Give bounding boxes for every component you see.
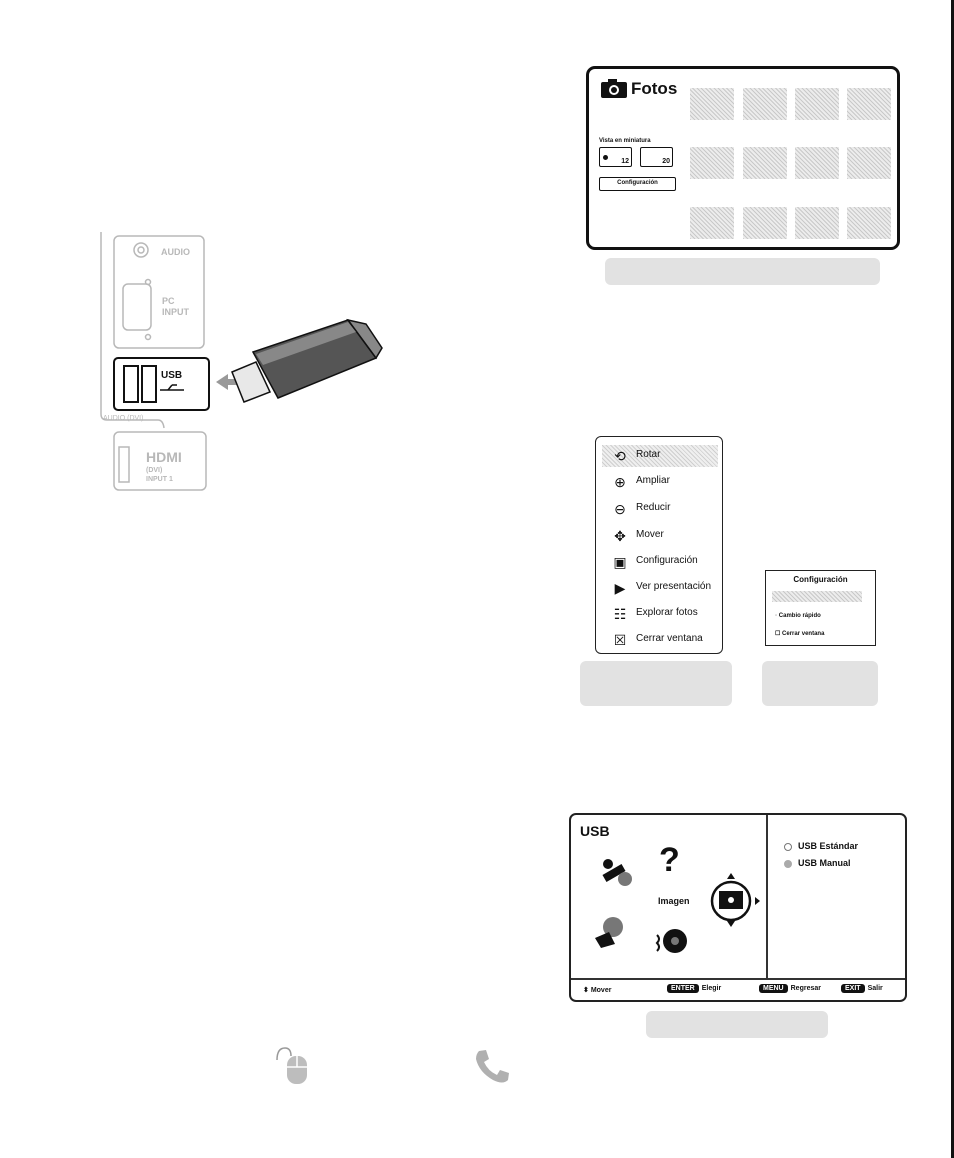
thumbnail-option-20[interactable] (640, 147, 673, 167)
menu-item-rotate[interactable] (602, 445, 718, 467)
input1-label: INPUT 1 (146, 476, 173, 483)
phone-icon (473, 1047, 513, 1087)
up-down-arrows-icon: ⬍ (583, 987, 589, 994)
menu-item-label: Explorar fotos (636, 607, 698, 618)
network-icon[interactable] (591, 914, 627, 950)
photo-context-menu (595, 436, 723, 654)
config-popup-title: Configuración (793, 575, 848, 584)
config-popup (765, 570, 876, 646)
usb-option-standard[interactable]: USB Estándar (784, 841, 858, 851)
photo-thumbnail[interactable] (690, 88, 734, 120)
photo-thumbnail[interactable] (690, 207, 734, 239)
dvi-label: (DVI) (146, 467, 163, 474)
photo-thumbnail[interactable] (743, 207, 787, 239)
zoom-out-icon: ⊖ (614, 501, 626, 517)
photo-thumbnail[interactable] (795, 207, 839, 239)
usb-option-manual[interactable]: USB Manual (784, 858, 851, 868)
menu-item-browse-photos[interactable] (602, 603, 718, 625)
photo-thumbnail[interactable] (847, 88, 891, 120)
fotos-title: Fotos (631, 79, 678, 98)
config-button[interactable]: Configuración (599, 177, 676, 191)
fotos-screen (586, 66, 900, 250)
footer-enter[interactable]: ENTER Elegir (667, 984, 721, 993)
usb-flash-drive-icon (232, 320, 382, 402)
photo-thumbnail[interactable] (847, 207, 891, 239)
photo-thumbnail[interactable] (847, 147, 891, 179)
menu-item-settings[interactable] (602, 551, 718, 573)
config-selected-row[interactable] (772, 591, 862, 602)
audio-dvi-label: AUDIO (DVI) (103, 415, 144, 422)
menu-item-label: Ver presentación (636, 581, 712, 592)
move-icon: ✥ (614, 528, 626, 544)
usb-title: USB (580, 823, 610, 839)
photo-selector-icon[interactable] (709, 871, 761, 929)
usb-vertical-divider (766, 815, 768, 978)
menu-item-label: Configuración (636, 555, 698, 566)
config-caption-bar (762, 661, 878, 706)
usb-screen (569, 813, 907, 1002)
footer-menu[interactable]: MENU Regresar (759, 984, 821, 993)
footer-exit[interactable]: EXIT Salir (841, 984, 883, 993)
menu-item-zoom-out[interactable] (602, 498, 718, 520)
fotos-caption-bar (605, 258, 880, 285)
option-12-label: 12 (621, 158, 629, 165)
menu-item-move[interactable] (602, 525, 718, 547)
config-item-quick-change[interactable]: ▫ Cambio rápido (775, 613, 821, 619)
thumbnail-view-label: Vista en miniatura (599, 138, 651, 144)
camera-icon (601, 79, 627, 98)
radio-icon (784, 843, 792, 851)
menu-item-label: Rotar (636, 449, 661, 460)
photo-thumbnail[interactable] (743, 147, 787, 179)
help-icon[interactable]: ? (659, 841, 680, 879)
menu-item-close-window[interactable] (602, 629, 718, 651)
mouse-icon (275, 1046, 311, 1086)
photo-thumbnail[interactable] (690, 147, 734, 179)
audio-port-label: AUDIO (161, 247, 190, 257)
exit-key: EXIT (841, 984, 865, 993)
radio-selected-icon (603, 155, 608, 160)
usb-symbol-icon (160, 385, 184, 390)
zoom-in-icon: ⊕ (614, 474, 626, 490)
hdmi-label: HDMI (146, 449, 182, 465)
menu-caption-bar (580, 661, 732, 706)
usb-caption-bar (646, 1011, 828, 1038)
usb-center-label: Imagen (658, 896, 690, 906)
photo-thumbnail[interactable] (795, 88, 839, 120)
rotate-icon: ⟲ (614, 448, 626, 464)
usb-port-label: USB (161, 370, 183, 381)
menu-item-label: Mover (636, 529, 664, 540)
grid-icon: ☷ (613, 606, 627, 622)
music-icon[interactable] (653, 923, 689, 959)
menu-item-label: Ampliar (636, 475, 670, 486)
slideshow-icon: ▶ (614, 580, 626, 596)
menu-key: MENU (759, 984, 788, 993)
photo-thumbnail[interactable] (795, 147, 839, 179)
footer-move: ⬍ Mover (583, 987, 612, 994)
close-icon: ☒ (613, 632, 627, 648)
photo-thumbnail[interactable] (743, 88, 787, 120)
menu-item-zoom-in[interactable] (602, 471, 718, 493)
input-port-label: INPUT (162, 307, 189, 317)
settings-icon: ▣ (613, 554, 627, 570)
thumbnail-option-12[interactable] (599, 147, 632, 167)
tools-icon[interactable] (599, 855, 635, 891)
usb-footer-rule (571, 978, 905, 980)
enter-key: ENTER (667, 984, 699, 993)
menu-item-slideshow[interactable] (602, 577, 718, 599)
option-20-label: 20 (662, 158, 670, 165)
pc-port-label: PC (162, 296, 175, 306)
menu-item-label: Cerrar ventana (636, 633, 703, 644)
config-item-close-window[interactable]: ☐ Cerrar ventana (775, 631, 825, 637)
radio-icon (784, 860, 792, 868)
menu-item-label: Reducir (636, 502, 671, 513)
tv-ports-diagram (98, 232, 388, 497)
